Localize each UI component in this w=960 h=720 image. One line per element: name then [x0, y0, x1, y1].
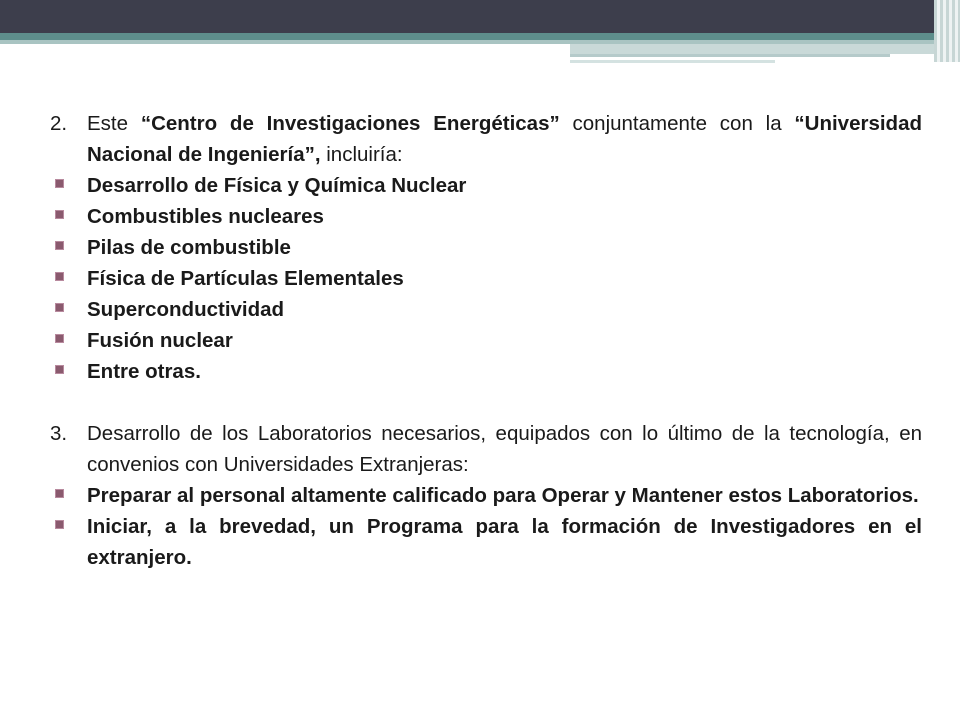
list-item-text: Preparar al personal altamente calificado para Operar y Mantener estos Laboratorios. [87, 484, 919, 507]
list-item-text: Pilas de combustible [87, 236, 291, 259]
list-item-text: Fusión nuclear [87, 329, 233, 352]
bullet-list-section-2 [50, 170, 922, 387]
item-text-start: Este [87, 112, 141, 135]
square-bullet-icon [55, 303, 64, 312]
list-item [50, 232, 922, 263]
item-text-middle: conjuntamente con la [559, 112, 795, 135]
center-name: “Centro de Investigaciones Energéticas” [140, 112, 560, 135]
item-number: 3. [50, 422, 68, 445]
square-bullet-icon [55, 210, 64, 219]
bullet-list-section-3 [50, 480, 922, 573]
list-item-text: Entre otras. [87, 360, 201, 383]
square-bullet-icon [55, 520, 64, 529]
list-item-text: Superconductividad [87, 298, 285, 321]
list-item [50, 201, 922, 232]
list-item [50, 263, 922, 294]
list-item-text: Física de Partículas Elementales [87, 267, 404, 290]
list-item [50, 356, 922, 387]
square-bullet-icon [55, 489, 64, 498]
square-bullet-icon [55, 334, 64, 343]
list-item [50, 480, 922, 511]
square-bullet-icon [55, 179, 64, 188]
item-text: Desarrollo de los Laboratorios necesarios, equipados con lo último de la tecnología, en convenios con Universidades Extranjeras: [87, 422, 922, 476]
square-bullet-icon [55, 365, 64, 374]
list-item [50, 325, 922, 356]
header-vertical-stripes [934, 0, 960, 62]
list-item [50, 294, 922, 325]
university-name: “Universidad Nacional de Ingeniería”, [87, 112, 923, 166]
list-item-text: Iniciar, a la brevedad, un Programa para la formación de Investigadores en el extranjero. [87, 515, 922, 569]
header-accent-block [570, 44, 960, 54]
header-bar [0, 0, 960, 33]
list-item [50, 511, 922, 573]
list-item-text: Desarrollo de Física y Química Nuclear [87, 174, 467, 197]
header-accent-stripe [0, 33, 960, 40]
section-spacer [50, 387, 922, 418]
slide-body [50, 108, 922, 573]
list-item-text: Combustibles nucleares [87, 205, 324, 228]
square-bullet-icon [55, 272, 64, 281]
header-accent-line-short [570, 60, 775, 63]
list-item [50, 170, 922, 201]
square-bullet-icon [55, 241, 64, 250]
item-number: 2. [50, 112, 68, 135]
item-text-end: incluiría: [320, 143, 403, 166]
numbered-item-2 [50, 108, 922, 170]
header-accent-line [570, 54, 890, 57]
numbered-item-3 [50, 418, 922, 480]
